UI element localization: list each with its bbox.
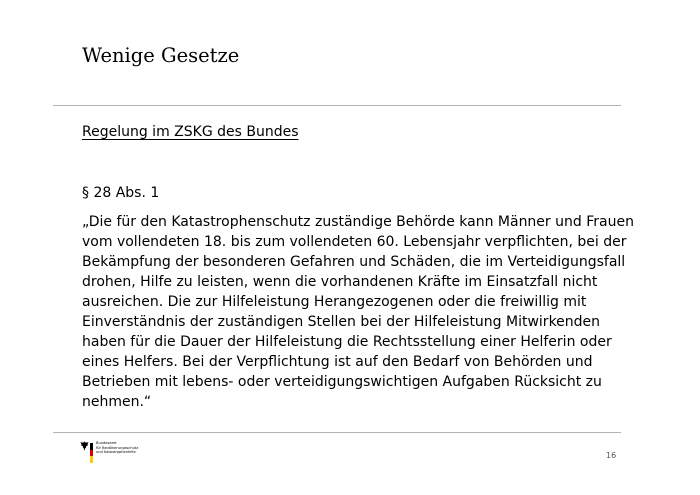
logo-line: für Bevölkerungsschutz xyxy=(96,445,139,450)
quote-line: drohen, Hilfe zu leisten, wenn die vorhandenen Kräfte im Einsatzfall nicht xyxy=(82,274,598,290)
quote-line: „Die für den Katastrophenschutz zuständige Behörde kann Männer und Frauen xyxy=(82,214,634,230)
quote-line: eines Helfers. Bei der Verpflichtung ist auf den Bedarf von Behörden und xyxy=(82,354,593,370)
quote-line: Betrieben mit lebens- oder verteidigungswichtigen Aufgaben Rücksicht zu xyxy=(82,374,602,390)
quote-line: nehmen.“ xyxy=(82,394,152,410)
bbk-logo xyxy=(80,441,160,467)
slide-title: Wenige Gesetze xyxy=(82,44,240,67)
flag-stripes xyxy=(90,443,93,463)
top-divider xyxy=(53,105,621,106)
slide-subtitle: Regelung im ZSKG des Bundes xyxy=(82,124,299,140)
section-reference: § 28 Abs. 1 xyxy=(82,185,160,201)
quote-line: haben für die Dauer der Hilfeleistung die Rechtsstellung einer Helferin oder xyxy=(82,334,612,350)
flag-stripe xyxy=(90,443,93,450)
logo-line: und Katastrophenhilfe xyxy=(96,450,136,455)
flag-stripe xyxy=(90,450,93,457)
bottom-divider xyxy=(53,432,621,433)
quote-line: ausreichen. Die zur Hilfeleistung Herangezogenen oder die freiwillig mit xyxy=(82,294,587,310)
quote-line: Bekämpfung der besonderen Gefahren und Schäden, die im Verteidigungsfall xyxy=(82,254,626,270)
flag-stripe xyxy=(90,456,93,463)
page-number: 16 xyxy=(606,451,617,460)
quote-line: vom vollendeten 18. bis zum vollendeten 60. Lebensjahr verpflichten, bei der xyxy=(82,234,627,250)
quote-line: Einverständnis der zuständigen Stellen bei der Hilfeleistung Mitwirkenden xyxy=(82,314,601,330)
logo-text xyxy=(96,441,138,455)
logo-line: Bundesamt xyxy=(96,441,117,445)
federal-eagle-icon xyxy=(80,441,89,451)
law-quote xyxy=(82,212,642,412)
